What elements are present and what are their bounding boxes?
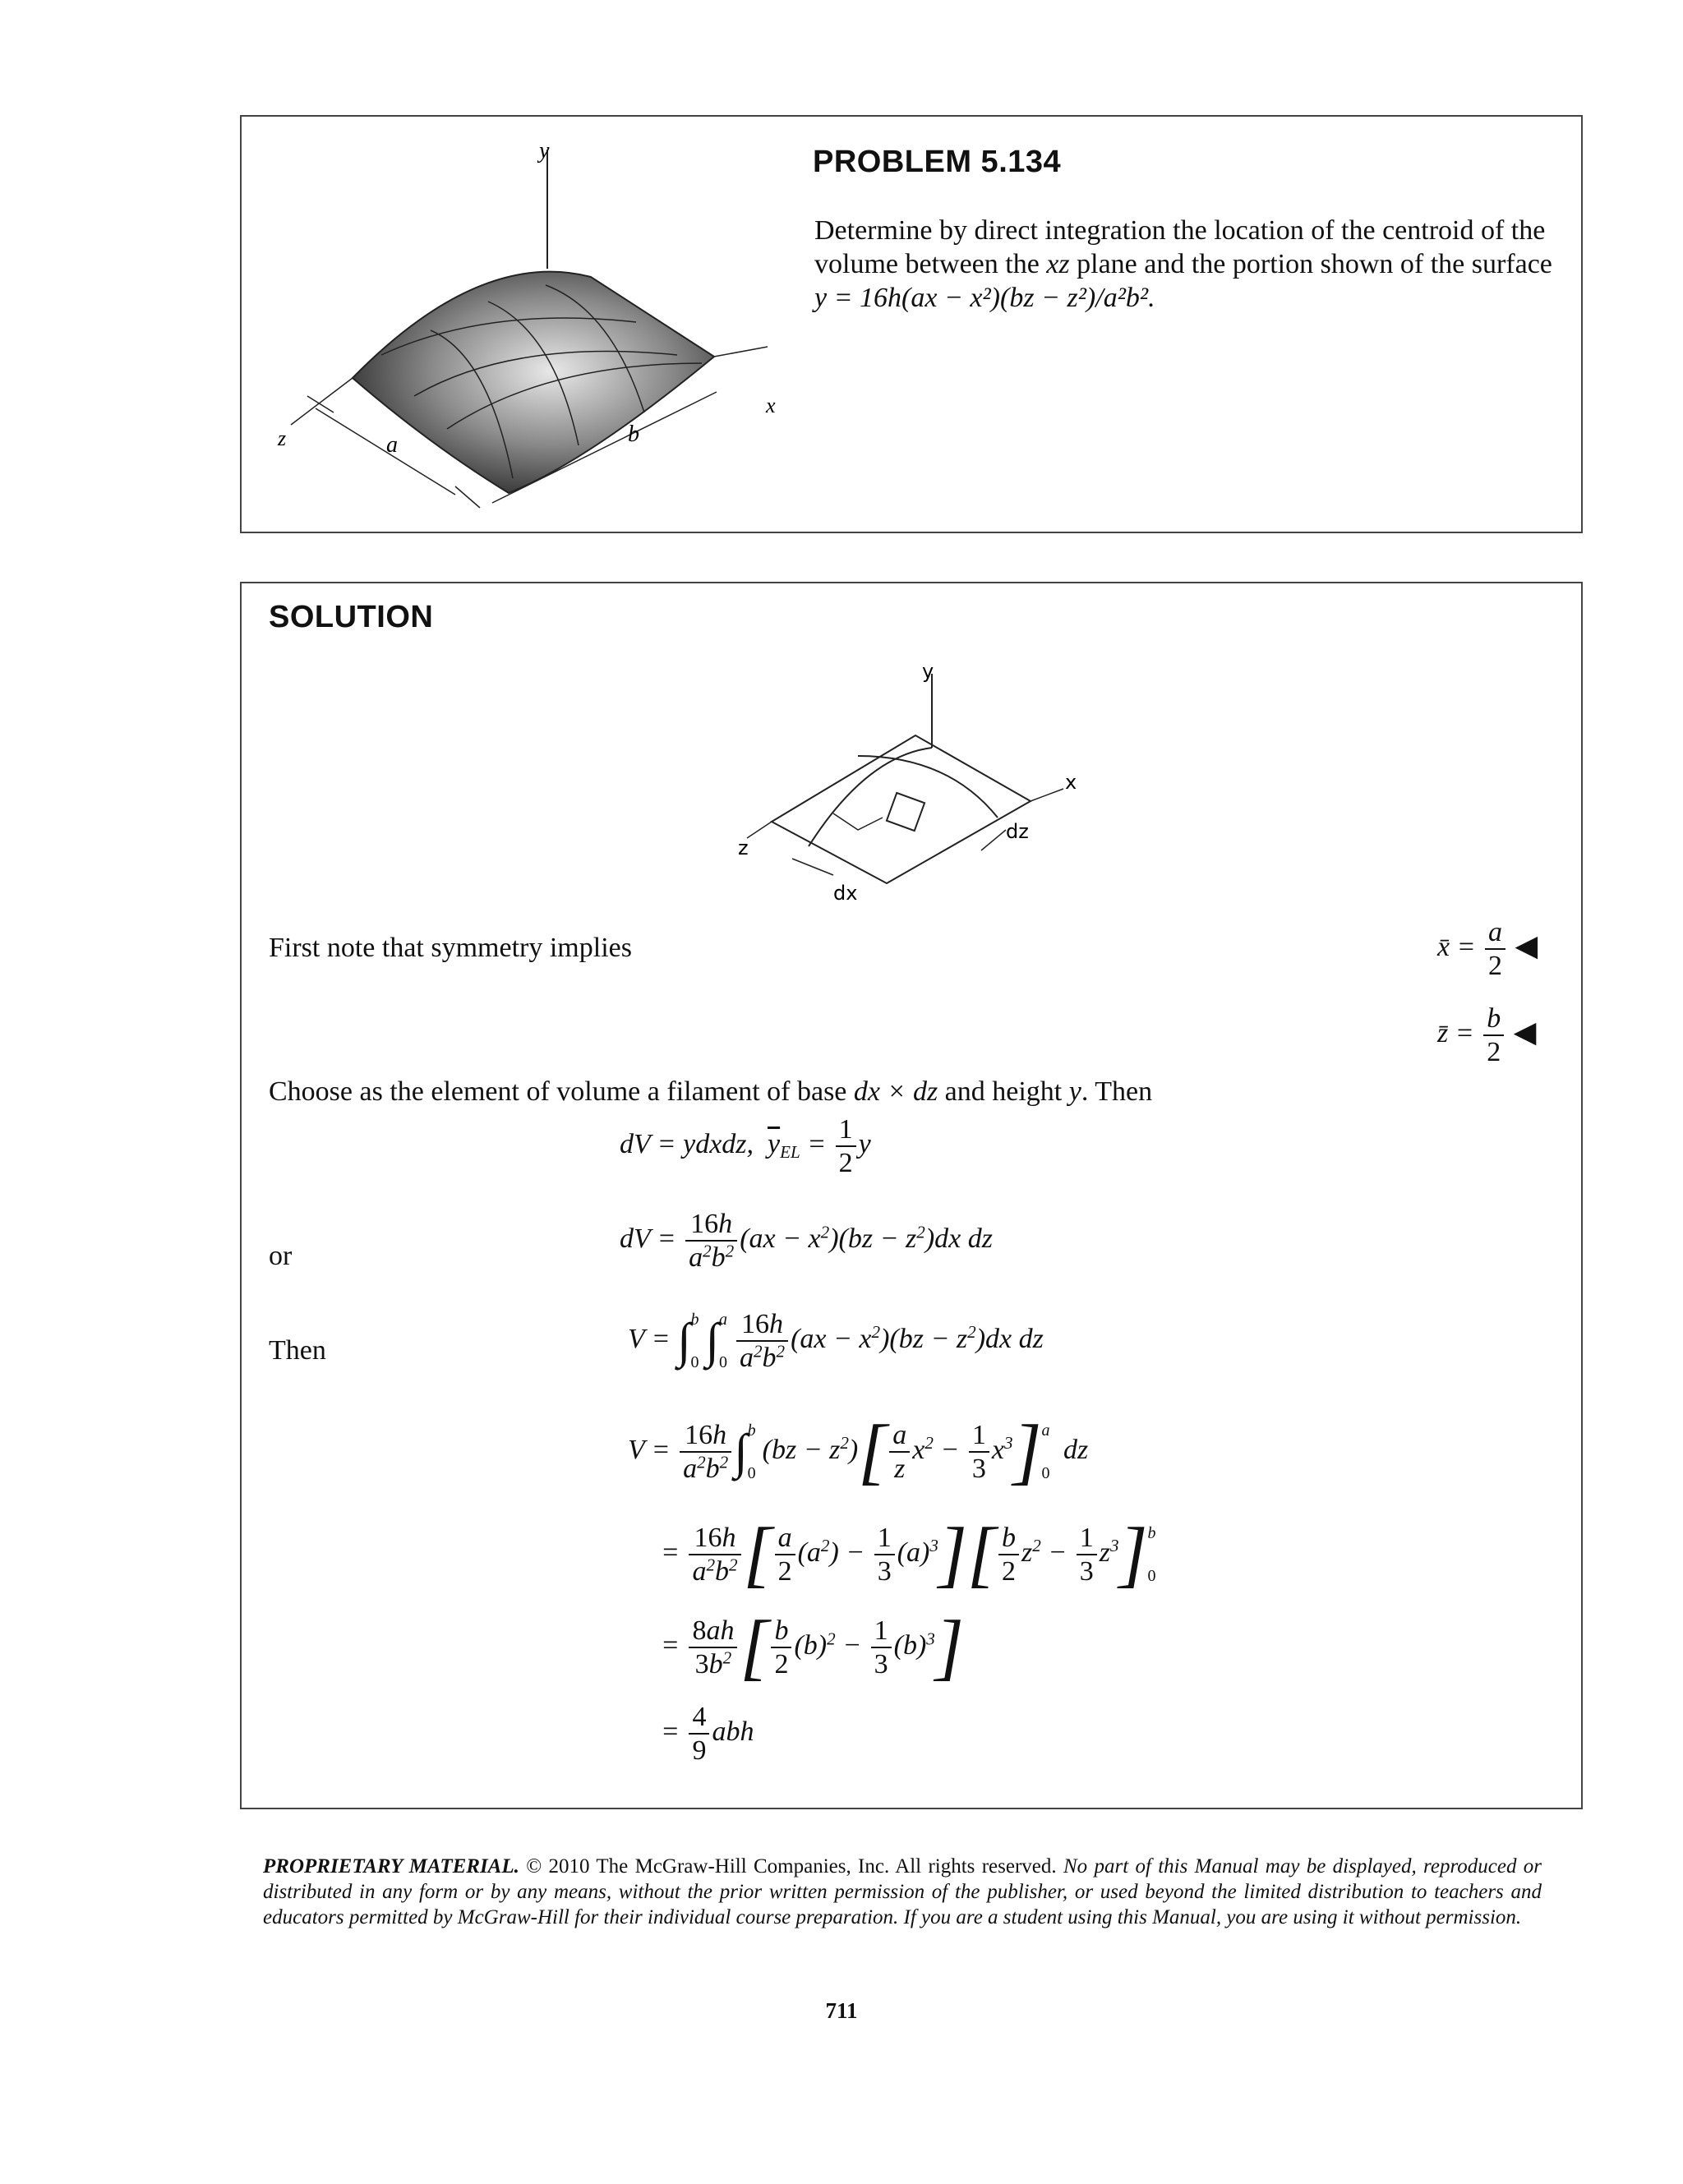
statement-part-1: Determine by direct integration the location of the centroid of the volume between the [814, 215, 1546, 279]
axis-label-z: z [278, 426, 287, 450]
sketch-label-x: x [1065, 771, 1077, 794]
dim-label-a: a [386, 432, 398, 458]
result-z-num: b [1483, 1002, 1504, 1036]
result-z-centroid [1437, 1002, 1536, 1068]
solution-panel [240, 582, 1583, 1809]
equation-volume-result: = $\frac{4}{9}$ abh [661, 1702, 754, 1767]
dim-label-b: b [628, 422, 639, 447]
footer-lead: PROPRIETARY MATERIAL. [263, 1855, 519, 1878]
label-or: or [269, 1241, 293, 1271]
element-text-y: y [1068, 1076, 1081, 1107]
problem-statement [814, 214, 1554, 315]
equation-volume-step-3: = $\frac{8ah}{3b^2}$ [ $\frac{b}{2}$ $(b)^2$ − $\frac{1}{3}$ $(b)^3$] [661, 1606, 964, 1689]
axis-label-y: y [539, 138, 550, 164]
equation-volume-integral: V = ∫b 0 ∫a 0 $\frac{16h}{a^2b^2}$ $(ax - x^2)(bz - z^2)dx$ dz [628, 1308, 1044, 1373]
sketch-label-z: z [738, 836, 749, 859]
element-text-3: . Then [1081, 1076, 1153, 1107]
surface-figure [242, 117, 776, 532]
symmetry-note: First note that symmetry implies [269, 933, 632, 963]
copyright-footer [263, 1854, 1542, 1930]
statement-part-2: plane and the portion shown of the surface [1069, 249, 1552, 279]
label-then: Then [269, 1335, 326, 1366]
element-description [269, 1076, 1152, 1108]
result-x-num: a [1485, 916, 1505, 950]
sketch-label-dx: dx [833, 882, 858, 905]
result-z-lhs: z̄ = [1437, 1017, 1474, 1048]
statement-xz: xz [1046, 249, 1070, 279]
element-text-base: dx × dz [853, 1076, 938, 1107]
problem-title: PROBLEM 5.134 [813, 145, 1062, 179]
sketch-label-y: y [922, 660, 934, 683]
surface-equation: y = 16h(ax − x²)(bz − z²)/a²b². [814, 283, 1155, 313]
problem-panel [240, 115, 1583, 533]
equation-volume-step-1: V = $\frac{16h}{a^2b^2}$ ∫b $0(bz - z^2)$[ $\frac{a}{z}$ $x^2$ − $\frac{1}{3}$ $x^3]a$ 0 dz [628, 1411, 1089, 1492]
element-sketch [735, 657, 1096, 904]
result-z-den: 2 [1487, 1037, 1501, 1068]
solution-heading: SOLUTION [269, 600, 434, 634]
answer-marker-icon: ◀ [1515, 928, 1538, 962]
element-text-2: and height [938, 1076, 1069, 1107]
footer-copyright: © 2010 The McGraw-Hill Companies, Inc. All rights reserved. [519, 1855, 1057, 1878]
equation-volume-step-2: = $\frac{16h}{a^2b^2}$ [ $\frac{a}{2}$ $(a^2)$ − $\frac{1}{3}$ $(a)^3$][ $\frac{b}{2}$ $z^2$ − $\frac{1}{3}$ $z^3]b$ 0 [661, 1514, 1156, 1595]
page-number: 711 [825, 1998, 858, 2023]
result-x-lhs: x̄ = [1437, 931, 1476, 962]
result-x-den: 2 [1488, 951, 1503, 982]
axis-label-x: x [766, 394, 776, 417]
sketch-label-dz: dz [1006, 820, 1029, 843]
equation-dv-expanded: dV = $\frac{16h}{a^2b^2}$ $(ax - x^2)(bz - z^2)dx$ dz [620, 1209, 993, 1274]
result-x-centroid [1437, 916, 1538, 982]
answer-marker-icon: ◀ [1513, 1015, 1537, 1048]
footer-notice: No part of this Manual may be displayed, reproduced or distributed in any form or by any means, without the prior written permission of the publisher, or used beyond the limited distribution to teachers and educators permitted by McGraw-Hill for their individual course preparation. If you are a student using this Manual, you are using it without permission. [263, 1855, 1542, 1928]
equation-dv-element: dV = ydxdz, $\overline{y}_{EL}$ = $\frac{1}{2}$ y [620, 1114, 871, 1179]
element-text-1: Choose as the element of volume a filament of base [269, 1076, 854, 1107]
